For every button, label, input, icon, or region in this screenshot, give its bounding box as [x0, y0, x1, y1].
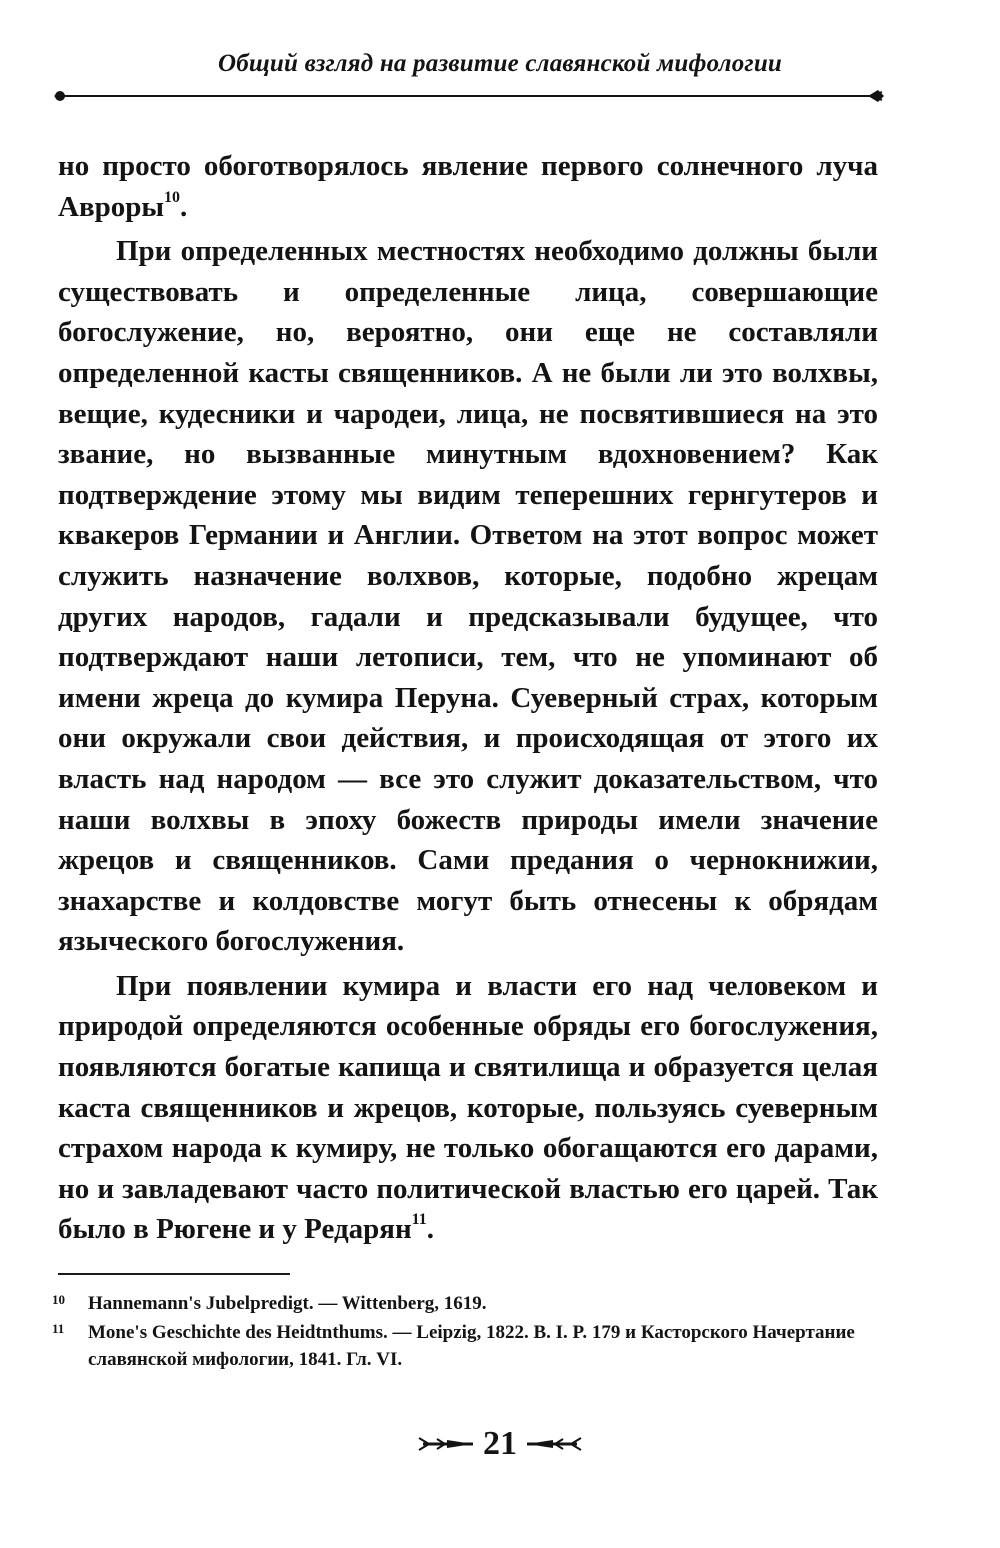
running-head: Общий взгляд на развитие славянской мифологии	[217, 50, 783, 77]
footnote-10	[52, 1290, 882, 1317]
footnote-number: 10	[52, 1292, 65, 1307]
left-ornament-icon	[417, 1435, 475, 1453]
body-text	[58, 146, 878, 1254]
paragraph-tail: .	[180, 190, 188, 223]
footnote-ref-11[interactable]: 11	[411, 1211, 427, 1229]
footnote-11	[52, 1319, 882, 1373]
paragraph-tail: .	[426, 1213, 435, 1246]
right-ornament-icon	[525, 1435, 583, 1453]
footnote-number: 11	[52, 1321, 65, 1336]
footnote-ref-10[interactable]: 10	[164, 188, 181, 206]
paragraph-text: но просто обоготворялось явление первого солнечного луча Авроры	[58, 150, 878, 223]
header-ornamental-rule	[52, 88, 888, 104]
paragraph-kumir	[58, 966, 878, 1250]
page-number-block	[370, 1420, 630, 1468]
paragraph-text: При появлении кумира и власти его над человеком и природой определяются особенные обряды его богослужения, появляются богатые капища и святилища и образуется целая каста священников и жрецов, которые, пользуясь суеверным страхом народа к кумиру, не только обогащаются его дарами, но и завладевают часто политической властью его царей. Так было в Рюгене и у Редарян	[58, 969, 878, 1246]
page-number: 21	[483, 1425, 517, 1462]
footnotes	[52, 1290, 882, 1375]
paragraph-volkhvy: При определенных местностях необходимо должны были существовать и определенные лица, совершающие богослужение, но, вероятно, они еще не составляли определенной касты священников. А не были ли это волхвы, вещие, кудесники и чародеи, лица, не посвятившиеся на это звание, но вызванные минутным вдохновением? Как подтверждение этому мы видим теперешних гернгутеров и квакеров Германии и Англии. Ответом на этот вопрос может служить назначение волхвов, которые, подобно жрецам других народов, гадали и предсказывали будущее, что подтверждают наши летописи, тем, что не упоминают об имени жреца до кумира Перуна. Суеверный страх, которым они окружали свои действия, и происходящая от этого их власть над народом — все это служит доказательством, что наши волхвы в эпоху божеств природы имели значение жрецов и священников. Сами предания о чернокнижии, знахарстве и колдовстве могут быть отнесены к обрядам языческого богослужения.	[58, 235, 878, 958]
paragraph-continued	[58, 146, 878, 227]
footnote-text: Hannemann's Jubelpredigt. — Wittenberg, 1619.	[88, 1293, 487, 1314]
footnote-separator	[58, 1273, 290, 1275]
footnote-text: Mone's Geschichte des Heidtnthums. — Leipzig, 1822. B. I. P. 179 и Касторского Начертание славянской мифологии, 1841. Гл. VI.	[88, 1322, 855, 1370]
